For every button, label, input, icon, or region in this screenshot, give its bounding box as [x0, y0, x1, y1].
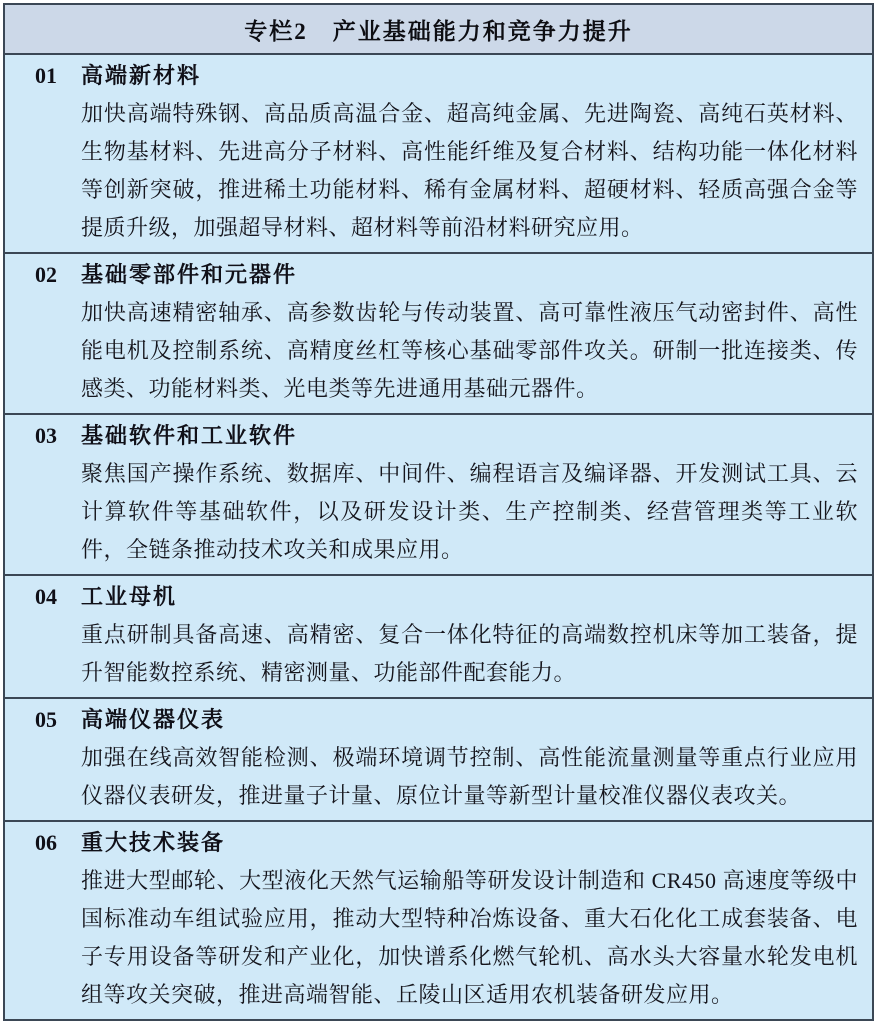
section-head [35, 418, 858, 454]
section-basic-software [5, 415, 872, 576]
section-title: 重大技术装备 [81, 830, 226, 855]
section-major-technical-equipment [5, 822, 872, 1019]
section-head [35, 825, 858, 861]
section-head [35, 579, 858, 615]
section-title: 工业母机 [81, 584, 178, 609]
section-body: 重点研制具备高速、高精密、复合一体化特征的高端数控机床等加工装备，提升智能数控系统、精密测量、功能部件配套能力。 [81, 622, 858, 685]
section-body: 加强在线高效智能检测、极端环境调节控制、高性能流量测量等重点行业应用仪器仪表研发，推进量子计量、原位计量等新型计量校准仪器仪表攻关。 [81, 745, 858, 808]
section-head [35, 257, 858, 293]
section-industrial-machine-tools [5, 576, 872, 699]
section-number: 04 [35, 584, 57, 609]
panel-title: 专栏2 产业基础能力和竞争力提升 [244, 18, 633, 44]
section-body: 加快高速精密轴承、高参数齿轮与传动装置、高可靠性液压气动密封件、高性能电机及控制系统、高精度丝杠等核心基础零部件攻关。研制一批连接类、传感类、功能材料类、光电类等先进通用基础元器件。 [81, 300, 858, 401]
section-number: 01 [35, 63, 57, 88]
section-body: 推进大型邮轮、大型液化天然气运输船等研发设计制造和 CR450 高速度等级中国标准动车组试验应用，推动大型特种冶炼设备、重大石化化工成套装备、电子专用设备等研发和产业化，加快谱系化燃气轮机、高水头大容量水轮发电机组等攻关突破，推进高端智能、丘陵山区适用农机装备研发应用。 [81, 868, 858, 1007]
panel-header [5, 5, 872, 55]
section-title: 高端新材料 [81, 63, 202, 88]
section-body: 聚焦国产操作系统、数据库、中间件、编程语言及编译器、开发测试工具、云计算软件等基础软件，以及研发设计类、生产控制类、经营管理类等工业软件，全链条推动技术攻关和成果应用。 [81, 461, 858, 562]
section-head [35, 702, 858, 738]
section-head [35, 58, 858, 94]
section-number: 06 [35, 830, 57, 855]
section-number: 03 [35, 423, 57, 448]
section-title: 基础软件和工业软件 [81, 423, 298, 448]
column-box-panel [3, 3, 874, 1021]
section-advanced-materials [5, 55, 872, 254]
section-title: 基础零部件和元器件 [81, 262, 298, 287]
section-basic-components [5, 254, 872, 415]
sections-container [5, 55, 872, 1019]
section-number: 02 [35, 262, 57, 287]
section-title: 高端仪器仪表 [81, 707, 226, 732]
section-number: 05 [35, 707, 57, 732]
section-body: 加快高端特殊钢、高品质高温合金、超高纯金属、先进陶瓷、高纯石英材料、生物基材料、先进高分子材料、高性能纤维及复合材料、结构功能一体化材料等创新突破，推进稀土功能材料、稀有金属材料、超硬材料、轻质高强合金等提质升级，加强超导材料、超材料等前沿材料研究应用。 [81, 101, 858, 240]
section-high-end-instruments [5, 699, 872, 822]
